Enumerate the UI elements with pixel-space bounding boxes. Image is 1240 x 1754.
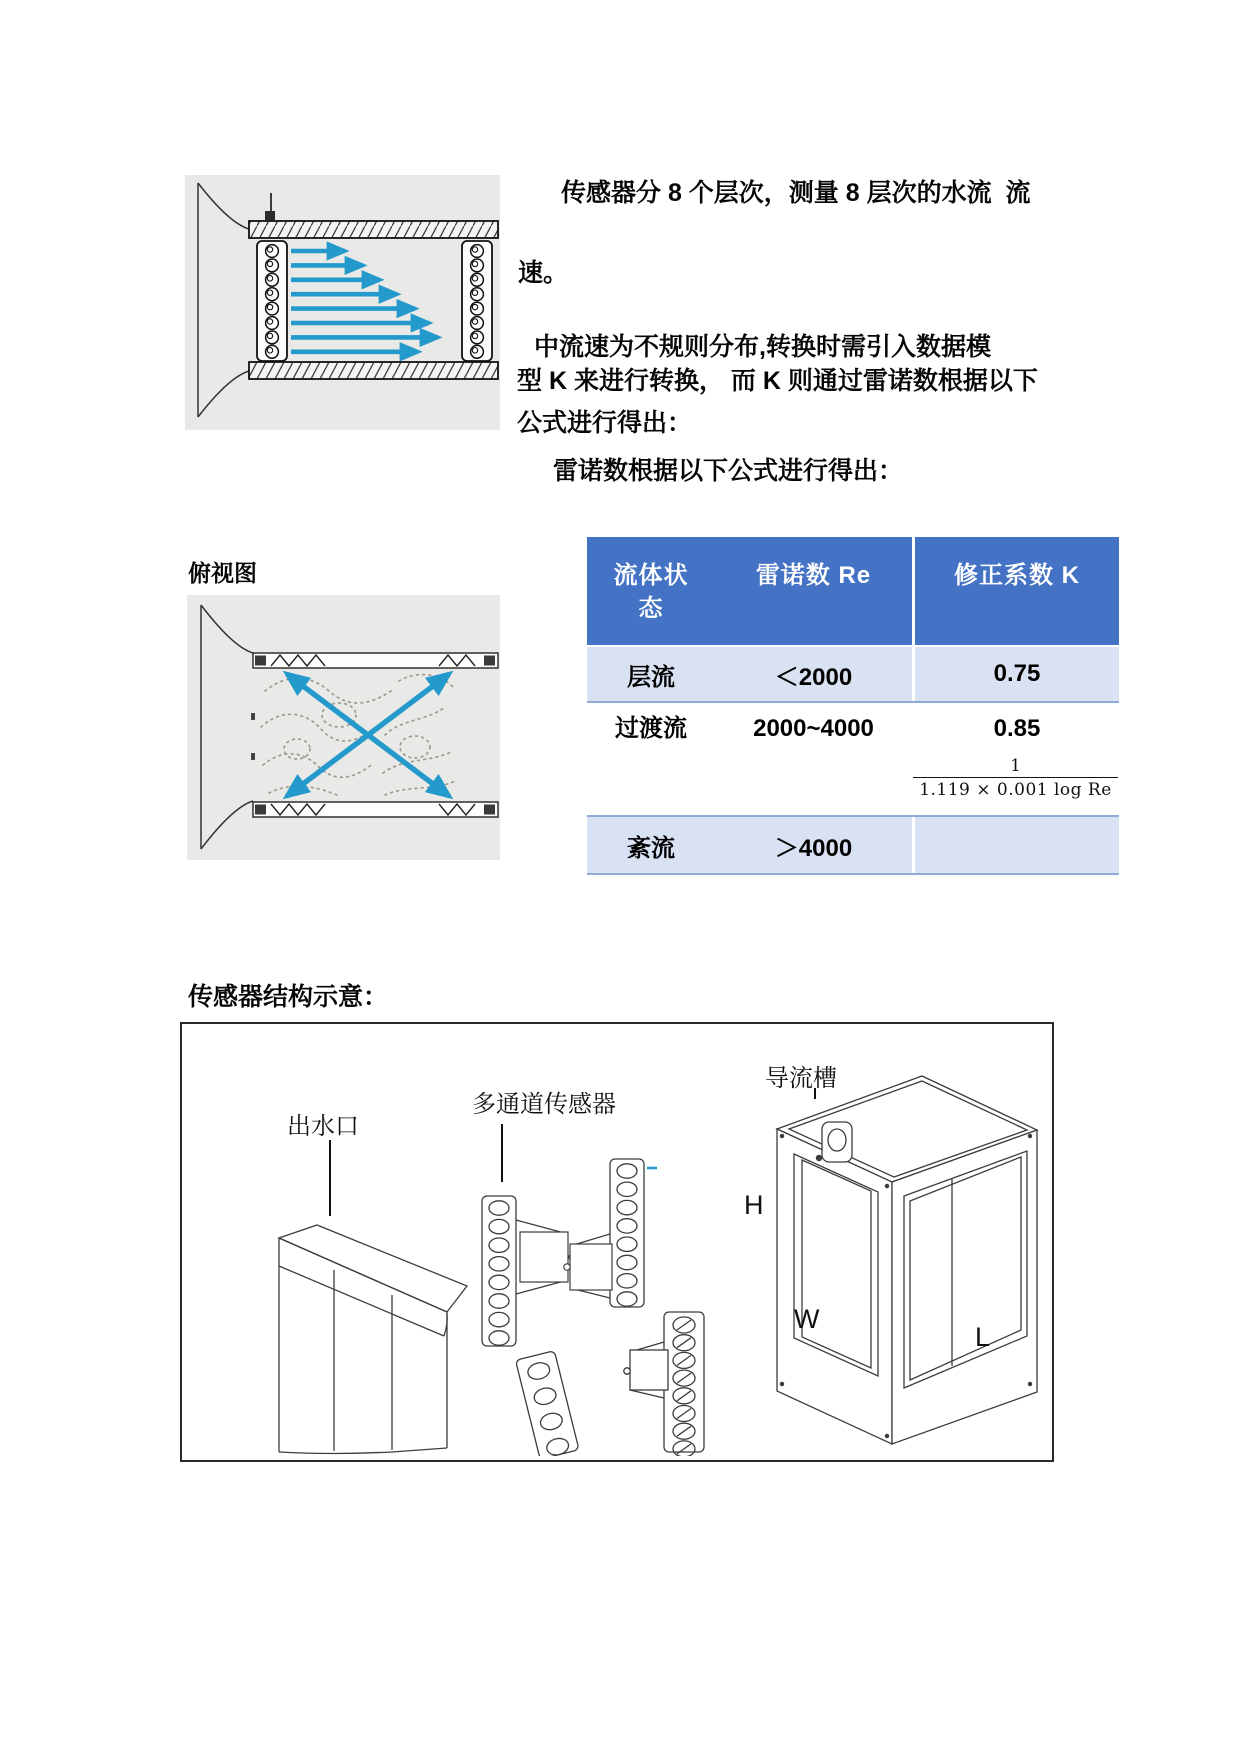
table-row-transition bbox=[587, 701, 1119, 815]
sensor-leader-line bbox=[501, 1124, 503, 1182]
cell-re: 2000~4000 bbox=[753, 715, 874, 742]
wall-tab bbox=[251, 753, 255, 760]
sensor-plate-right bbox=[610, 1159, 657, 1307]
sensor-plate-left bbox=[482, 1196, 516, 1346]
cell-k: 0.75 bbox=[912, 647, 1119, 701]
outlet-funnel bbox=[201, 605, 253, 849]
cell-k bbox=[912, 817, 1119, 873]
duct-bottom-wall bbox=[249, 362, 498, 379]
cell-re: ＜2000 bbox=[774, 663, 853, 691]
reynolds-table bbox=[587, 537, 1119, 875]
sensor-plate-lower-right bbox=[624, 1312, 704, 1456]
outlet-leader-line bbox=[329, 1140, 331, 1216]
sensor-column-right bbox=[462, 241, 492, 361]
dim-h-label: H bbox=[744, 1190, 764, 1220]
guide-label: 导流槽 bbox=[765, 1065, 837, 1092]
top-view-diagram bbox=[187, 595, 500, 860]
col-header-k: 修正系数 K bbox=[912, 537, 1119, 645]
flow-velocity-arrows bbox=[291, 251, 438, 352]
inlet-funnel bbox=[198, 183, 249, 417]
junction-box-right bbox=[564, 1234, 612, 1298]
formula-numerator: 1 bbox=[1010, 756, 1021, 776]
guide-slot-bracket bbox=[816, 1122, 852, 1162]
duct-bottom-wall bbox=[253, 802, 498, 817]
sensor-plate-lower-left bbox=[515, 1351, 578, 1456]
cell-state: 层流 bbox=[627, 663, 675, 691]
sensor-label: 多通道传感器 bbox=[472, 1091, 616, 1118]
sensor-structure-figure bbox=[180, 1022, 1054, 1462]
junction-box-left bbox=[516, 1220, 575, 1294]
dim-l-label: L bbox=[975, 1322, 991, 1352]
cell-re: ＞4000 bbox=[774, 834, 853, 862]
k-correction-formula bbox=[912, 755, 1119, 800]
cross-section-art bbox=[185, 175, 500, 430]
outlet-label: 出水口 bbox=[287, 1113, 359, 1140]
formula-denominator: 1.119 × 0.001 log Re bbox=[913, 777, 1118, 800]
cell-state: 过渡流 bbox=[615, 715, 687, 742]
intro-p1-line1: 传感器分 8 个层次，测量 8 层次的水流 流 bbox=[561, 179, 1031, 207]
wall-tab bbox=[251, 713, 255, 720]
housing-box-drawing bbox=[777, 1076, 1037, 1444]
mount-stub-foot bbox=[265, 211, 275, 220]
sensor-column-left bbox=[257, 241, 287, 361]
table-header-row bbox=[587, 537, 1119, 645]
table-row-turbulent bbox=[587, 815, 1119, 875]
top-view-art bbox=[187, 595, 500, 860]
intro-p2-line2: 型 K 来进行转换， 而 K 则通过雷诺数根据以下 bbox=[517, 367, 1038, 395]
intro-p1-line2: 速。 bbox=[518, 259, 569, 287]
col-header-fluid-state: 流体状态 bbox=[613, 562, 689, 622]
duct-top-wall bbox=[253, 653, 498, 668]
top-view-label: 俯视图 bbox=[188, 560, 257, 586]
cell-state: 紊流 bbox=[627, 834, 675, 862]
col-header-reynolds: 雷诺数 Re bbox=[755, 562, 872, 589]
intro-p2-line1: 中流速为不规则分布,转换时需引入数据模 bbox=[534, 333, 991, 361]
dim-w-label: W bbox=[794, 1304, 820, 1334]
cross-flow-arrows bbox=[287, 674, 449, 796]
water-outlet-drawing bbox=[279, 1225, 467, 1454]
duct-top-wall bbox=[249, 221, 498, 238]
structure-heading: 传感器结构示意： bbox=[188, 983, 389, 1011]
intro-p3: 雷诺数根据以下公式进行得出： bbox=[553, 457, 904, 485]
cross-section-diagram bbox=[185, 175, 500, 430]
cell-k: 0.85 bbox=[993, 715, 1041, 742]
intro-p2-line3: 公式进行得出： bbox=[517, 409, 693, 437]
table-row-laminar bbox=[587, 645, 1119, 701]
